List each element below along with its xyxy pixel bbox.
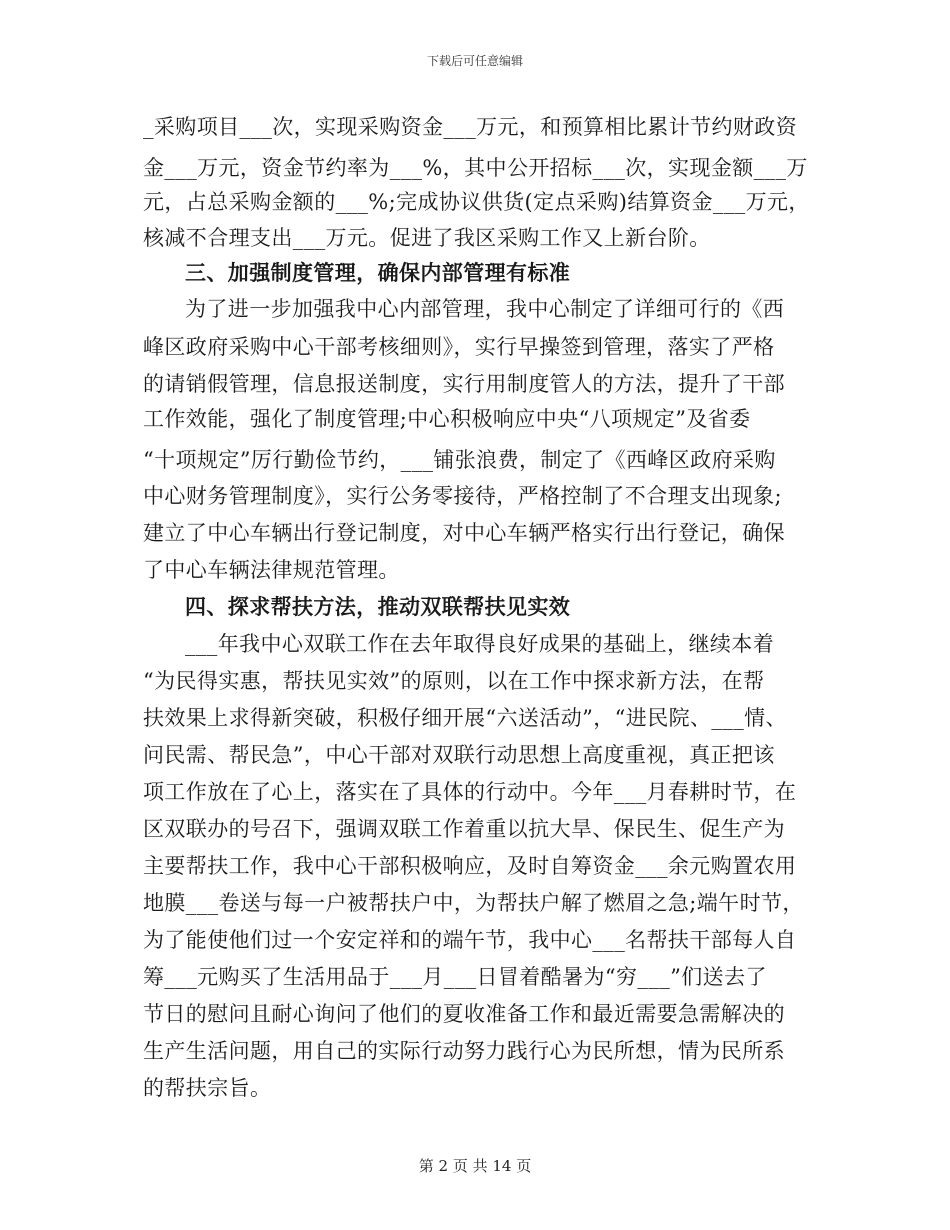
text-line: 主要帮扶工作，我中心干部积极响应，及时自筹资金___余元购置农用 <box>143 854 797 878</box>
section-heading-3: 三、加强制度管理，确保内部管理有标准 <box>185 260 571 285</box>
text-line: “为民得实惠，帮扶见实效”的原则，以在工作中探求新方法，在帮 <box>143 669 765 693</box>
text-line: 为了能使他们过一个安定祥和的端午节，我中心___名帮扶干部每人自 <box>143 928 797 952</box>
text-line: 核减不合理支出___万元。促进了我区采购工作又上新台阶。 <box>143 226 711 250</box>
text-line: ___年我中心双联工作在去年取得良好成果的基础上，继续本着 <box>185 632 775 656</box>
text-line: 扶效果上求得新突破，积极仔细开展“六送活动”，“进民院、___情、 <box>143 706 787 730</box>
text-line: 金___万元，资金节约率为___%，其中公开招标___次，实现金额___万 <box>143 156 808 180</box>
text-line: 节日的慰问且耐心询问了他们的夏收准备工作和最近需要急需解决的 <box>143 1002 785 1026</box>
text-line: 筹___元购买了生活用品于___月___日冒着酷暑为“穷___”们送去了 <box>143 965 767 989</box>
text-line: _采购项目___次，实现采购资金___万元，和预算相比累计节约财政资 <box>143 115 798 139</box>
text-line: 生产生活问题，用自己的实际行动努力践行心为民所想，情为民所系 <box>143 1039 785 1063</box>
text-line: 峰区政府采购中心干部考核细则》，实行早操签到管理，落实了严格 <box>143 335 775 359</box>
text-line: 项工作放在了心上，落实在了具体的行动中。今年___月春耕时节，在 <box>143 780 797 804</box>
text-line: 了中心车辆法律规范管理。 <box>143 558 400 582</box>
page-header: 下载后可任意编辑 <box>426 54 523 68</box>
text-line: 地膜___卷送与每一户被帮扶户中，为帮扶户解了燃眉之急;端午时节， <box>143 891 804 915</box>
section-heading-4: 四、探求帮扶方法，推动双联帮扶见实效 <box>185 594 571 619</box>
text-line: 为了进一步加强我中心内部管理，我中心制定了详细可行的《西 <box>185 297 785 321</box>
text-line: 的请销假管理，信息报送制度，实行用制度管人的方法，提升了干部 <box>143 372 785 396</box>
text-line: 中心财务管理制度》，实行公务零接待，严格控制了不合理支出现象; <box>143 484 782 508</box>
text-line: 元，占总采购金额的___%;完成协议供货(定点采购)结算资金___万元， <box>143 190 810 214</box>
text-line: 的帮扶宗旨。 <box>143 1076 272 1100</box>
text-line: 建立了中心车辆出行登记制度，对中心车辆严格实行出行登记，确保 <box>143 521 785 545</box>
text-line: 工作效能，强化了制度管理;中心积极响应中央“八项规定”及省委 <box>143 407 751 431</box>
page-footer: 第 2 页 共 14 页 <box>418 1157 532 1175</box>
text-line: 问民需、帮民急”，中心干部对双联行动思想上高度重视，真正把该 <box>143 743 775 767</box>
text-line: 区双联办的号召下，强调双联工作着重以抗大旱、保民生、促生产为 <box>143 817 785 841</box>
text-line: “十项规定”厉行勤俭节约，___铺张浪费，制定了《西峰区政府采购 <box>143 448 776 472</box>
